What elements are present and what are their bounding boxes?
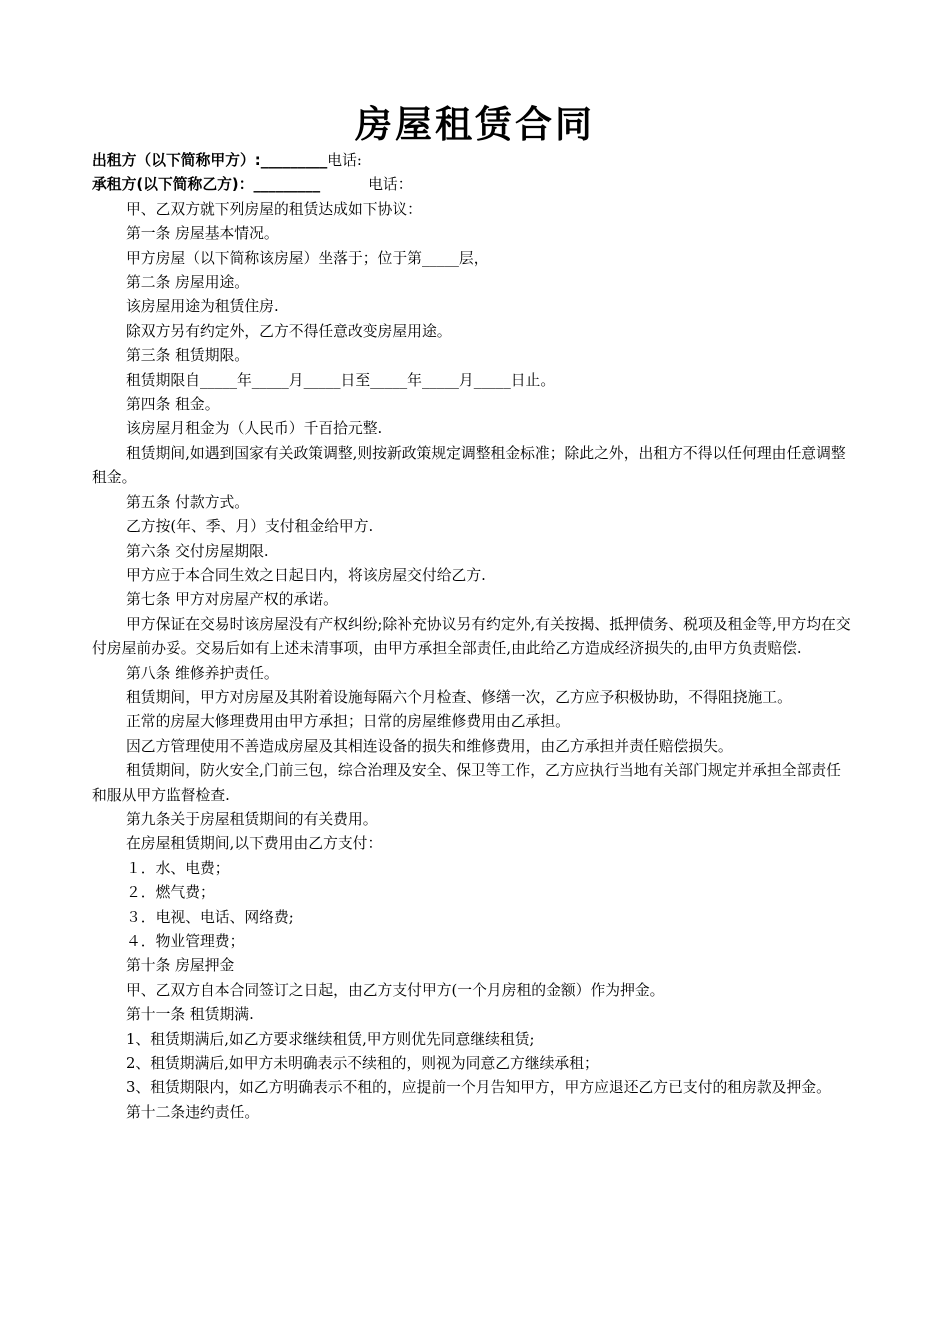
lessee-phone-label: 电话： <box>368 176 413 194</box>
clause-heading: 第八条 维修养护责任。 <box>126 664 279 682</box>
document-title: 房屋租赁合同 <box>355 102 595 146</box>
clause-paragraph: 甲方房屋（以下简称该房屋）坐落于；位于第_____层， <box>126 249 489 267</box>
lessee-label: 承租方(以下简称乙方)： <box>92 176 254 194</box>
clause-heading: 第一条 房屋基本情况。 <box>126 225 279 243</box>
list-item: 1、租赁期满后,如乙方要求继续租赁,甲方则优先同意继续租赁; <box>126 1030 535 1048</box>
clause-paragraph: 正常的房屋大修理费用由甲方承担；日常的房屋维修费用由乙承担。 <box>126 713 570 731</box>
lessor-label: 出租方（以下简称甲方）: <box>92 152 261 169</box>
clause-heading: 第六条 交付房屋期限. <box>126 542 269 560</box>
clause-paragraph: 租赁期间,如遇到国家有关政策调整,则按新政策规定调整租金标准；除此之外，出租方不得以任何理由任意调整租金。 <box>92 444 846 487</box>
clause-heading: 第十二条违约责任。 <box>126 1103 260 1121</box>
clause-paragraph: 该房屋月租金为（人民币）千百拾元整. <box>126 420 383 438</box>
list-item: ２．燃气费； <box>126 884 215 902</box>
lessee-blank: _________ <box>253 176 321 194</box>
clause-paragraph: 租赁期限自_____年_____月_____日至_____年_____月_____日止。 <box>126 371 556 389</box>
lessor-blank: _________ <box>260 152 328 169</box>
clause-paragraph: 在房屋租赁期间,以下费用由乙方支付： <box>126 835 383 853</box>
clause-heading: 第五条 付款方式。 <box>126 493 250 511</box>
clause-paragraph: 该房屋用途为租赁住房. <box>126 298 279 316</box>
clause-paragraph: 甲、乙双方就下列房屋的租赁达成如下协议： <box>126 200 422 218</box>
list-item: ４．物业管理费； <box>126 933 245 950</box>
clause-paragraph: 甲方应于本合同生效之日起日内，将该房屋交付给乙方. <box>126 566 486 584</box>
clause-heading: 第三条 租赁期限。 <box>126 347 250 365</box>
list-item: １．水、电费； <box>126 859 230 877</box>
list-item: 2、租赁期满后,如甲方未明确表示不续租的，则视为同意乙方继续承租； <box>126 1055 599 1073</box>
clause-heading: 第十一条 租赁期满. <box>126 1006 254 1024</box>
clause-heading: 第七条 甲方对房屋产权的承诺。 <box>126 591 338 609</box>
clause-paragraph: 甲、乙双方自本合同签订之日起，由乙方支付甲方(一个月房租的金额）作为押金。 <box>126 981 665 999</box>
clause-heading: 第二条 房屋用途。 <box>126 274 250 292</box>
lessor-phone-label: 电话: <box>327 152 362 169</box>
clause-paragraph: 甲方保证在交易时该房屋没有产权纠纷;除补充协议另有约定外,有关按揭、抵押债务、税项及租金等,甲方均在交付房屋前办妥。交易后如有上述未清事项，由甲方承担全部责任,由此给乙方造成经济损失的,由甲方负责赔偿. <box>92 615 851 658</box>
clause-paragraph: 因乙方管理使用不善造成房屋及其相连设备的损失和维修费用，由乙方承担并责任赔偿损失。 <box>126 737 733 755</box>
list-item: 3、租赁期限内，如乙方明确表示不租的，应提前一个月告知甲方，甲方应退还乙方已支付的租房款及押金。 <box>126 1079 831 1097</box>
lessee-line <box>92 173 854 197</box>
clause-heading: 第九条关于房屋租赁期间的有关费用。 <box>126 810 378 828</box>
clause-paragraph: 乙方按(年、季、月）支付租金给甲方. <box>126 518 374 536</box>
contract-body <box>92 149 854 1125</box>
clause-paragraph: 租赁期间，甲方对房屋及其附着设施每隔六个月检查、修缮一次，乙方应予积极协助，不得阻挠施工。 <box>126 688 792 706</box>
clause-heading: 第四条 租金。 <box>126 396 220 414</box>
lessor-line <box>92 149 854 173</box>
clause-paragraph: 除双方另有约定外，乙方不得任意改变房屋用途。 <box>126 322 452 340</box>
list-item: ３．电视、电话、网络费; <box>126 908 294 926</box>
clause-paragraph: 租赁期间，防火安全,门前三包，综合治理及安全、保卫等工作，乙方应执行当地有关部门规定并承担全部责任和服从甲方监督检查. <box>92 762 841 804</box>
clause-heading: 第十条 房屋押金 <box>126 957 235 975</box>
